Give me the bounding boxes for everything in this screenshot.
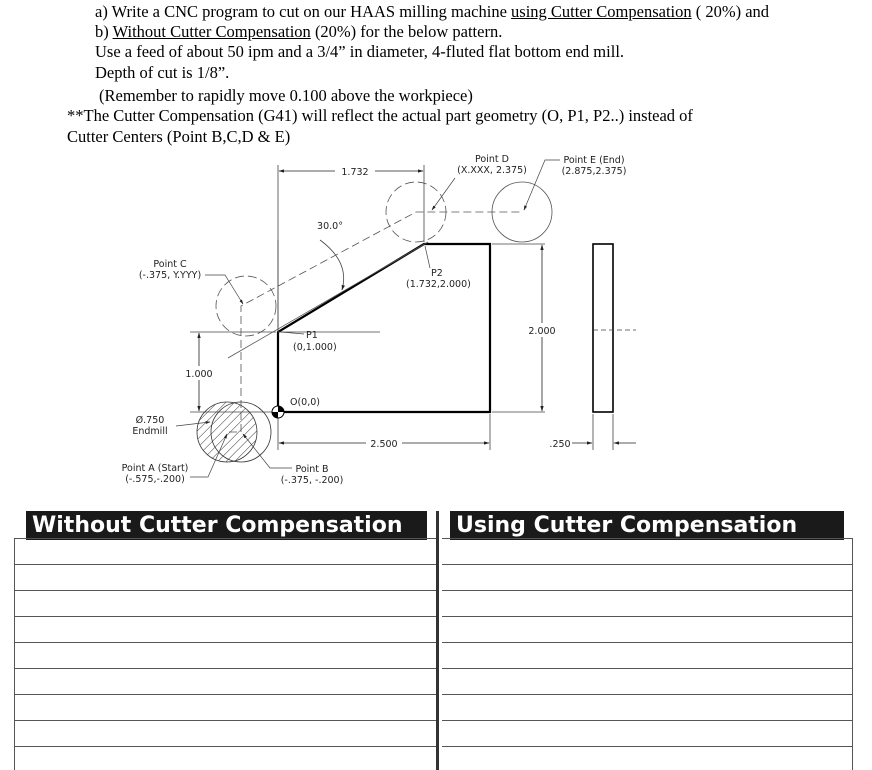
table-row[interactable] [15,720,437,721]
right-table-title [450,511,844,540]
table-row[interactable] [442,538,852,539]
point-e-coords: (2.875,2.375) [561,166,627,177]
instruction-line-f: **The Cutter Compensation (G41) will reflect the actual part geometry (O, P1, P2..) instead of [67,106,693,125]
point-b-label: Point B [295,464,329,475]
instruction-line-e: (Remember to rapidly move 0.100 above the workpiece) [99,86,473,105]
table-row[interactable] [15,694,437,695]
point-d-label: Point D [475,154,509,165]
p1-label: P1 [306,330,318,341]
tool-path-offset [228,242,428,358]
point-c-leader [205,275,243,304]
instruction-a-underline: using Cutter Compensation [511,2,692,21]
table-row[interactable] [442,564,852,565]
dim-1000-text: 1.000 [185,369,213,380]
cutter-point-a [197,402,257,462]
table-row[interactable] [15,564,437,565]
table-row[interactable] [15,590,437,591]
instruction-b-suffix: (20%) for the below pattern. [310,22,503,41]
cutter-point-c [216,276,276,336]
table-row[interactable] [442,616,852,617]
table-row[interactable] [442,668,852,669]
left-table-title [26,511,427,540]
right-table-title-text: Using Cutter Compensation [456,513,798,538]
point-d-coords: (X.XXX, 2.375) [457,165,527,176]
table-row[interactable] [442,590,852,591]
dim-250-text: .250 [549,439,571,450]
p2-coords: (1.732,2.000) [406,279,471,290]
table-row[interactable] [442,720,852,721]
instruction-a-suffix: ( 20%) and [691,2,770,21]
origin-label: O(0,0) [290,397,320,408]
instruction-line-a [95,2,769,22]
p2-label: P2 [431,268,443,279]
table-row[interactable] [15,538,437,539]
left-table-title-text: Without Cutter Compensation [32,513,403,538]
instruction-line-d: Depth of cut is 1/8”. [95,63,230,82]
table-row[interactable] [15,668,437,669]
table-row[interactable] [15,616,437,617]
instruction-b-underline: Without Cutter Compensation [112,22,311,41]
table-row[interactable] [15,746,437,747]
table-row[interactable] [442,694,852,695]
endmill-word-label: Endmill [132,426,168,437]
point-b-coords: (-.375, -.200) [280,475,344,486]
angle-arc [320,240,344,290]
point-d-leader [432,178,455,210]
endmill-dia-label: Ø.750 [135,415,165,426]
side-view-stock [593,244,613,412]
left-program-table [14,538,437,770]
angle-text: 30.0° [317,221,343,232]
right-program-table [442,538,853,770]
instruction-b-prefix: b) [95,22,113,41]
point-a-label: Point A (Start) [121,463,189,474]
dim-2500-text: 2.500 [370,439,398,450]
dim-1732-text: 1.732 [341,167,369,178]
p2-leader [425,246,430,268]
part-drawing [0,148,872,498]
point-e-label: Point E (End) [563,155,625,166]
instruction-a-prefix: a) Write a CNC program to cut on our HAAS milling machine [95,2,512,21]
p1-coords: (0,1.000) [293,342,337,353]
point-a-coords: (-.575,-.200) [125,474,185,485]
column-divider [436,511,439,770]
table-row[interactable] [442,642,852,643]
instruction-line-b [95,22,502,42]
point-c-coords: (-.375, Y.YYY) [138,270,202,281]
instruction-line-c: Use a feed of about 50 ipm and a 3/4” in diameter, 4-fluted flat bottom end mill. [95,42,625,61]
point-c-label: Point C [153,259,187,270]
point-e-leader [524,160,560,210]
instruction-line-g: Cutter Centers (Point B,C,D & E) [67,127,291,146]
table-row[interactable] [442,746,852,747]
dim-2000-text: 2.000 [528,326,556,337]
table-row[interactable] [15,642,437,643]
